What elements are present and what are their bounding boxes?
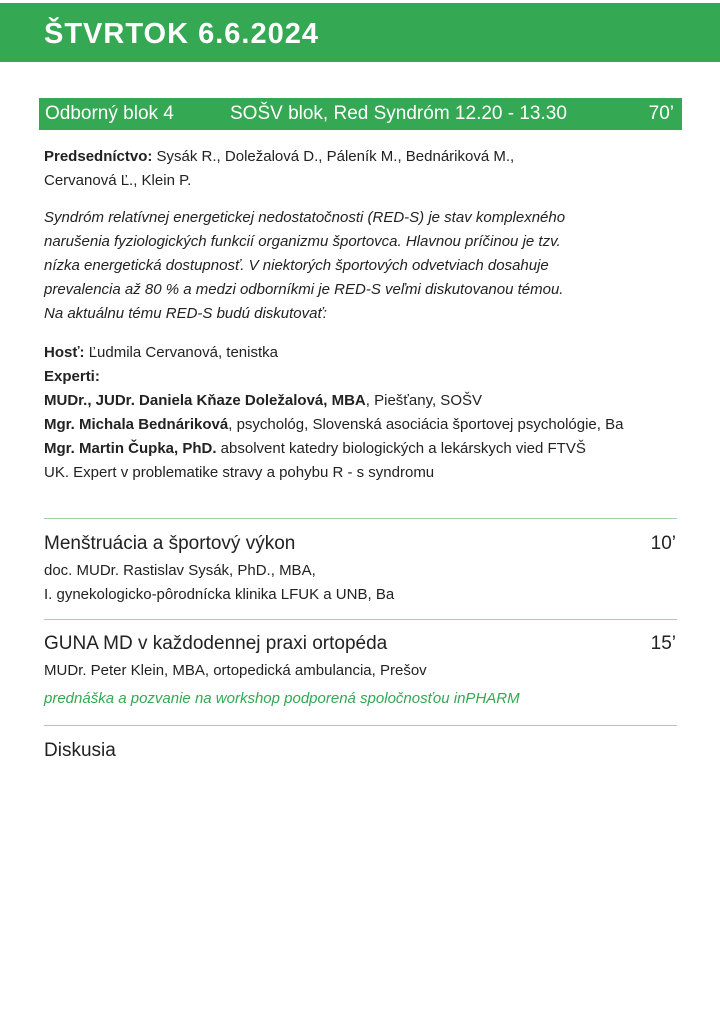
divider [44,725,677,726]
guest-text: Ľudmila Cervanová, tenistka [88,344,278,361]
intro-line: Na aktuálnu tému RED-S budú diskutovať: [44,305,327,322]
chair-line2: Cervanová Ľ., Klein P. [44,172,192,189]
experts-label: Experti: [44,368,100,385]
chair-line1: Sysák R., Doležalová D., Páleník M., Bednáriková M., [156,148,515,165]
talk-affiliation: I. gynekologicko-pôrodnícka klinika LFUK a UNB, Ba [44,586,395,603]
talk-details [44,559,684,607]
expert-name: Mgr. Michala Bednáriková [44,416,229,433]
day-title: ŠTVRTOK 6.6.2024 [44,18,319,50]
block-duration: 70’ [648,103,674,124]
talk-duration: 15’ [650,633,676,654]
expert-desc: absolvent katedry biologických a lekárskych vied FTVŠ [216,440,586,457]
intro-line: Syndróm relatívnej energetickej nedostatočnosti (RED-S) je stav komplexného [44,209,566,226]
divider [44,619,677,620]
expert-item [44,413,680,437]
discussion-title: Diskusia [44,740,116,761]
guest-label: Hosť: [44,344,85,361]
chair-label: Predsedníctvo: [44,148,153,165]
block-name: Odborný blok 4 [45,103,174,124]
talk-speaker: MUDr. Peter Klein, MBA, ortopedická ambulancia, Prešov [44,662,427,679]
divider [44,518,677,519]
talk-title: GUNA MD v každodennej praxi ortopéda [44,633,388,654]
talk-duration: 10’ [650,533,676,554]
chair-section [44,145,680,193]
day-header [0,3,720,62]
intro-line: narušenia fyziologických funkcií organizmu športovca. Hlavnou príčinou je tzv. [44,233,561,250]
talk-title: Menštruácia a športový výkon [44,533,296,554]
expert-continuation: UK. Expert v problematike stravy a pohybu R - s syndromu [44,464,435,481]
sponsor-note: prednáška a pozvanie na workshop podporená spoločnosťou inPHARM [44,690,520,707]
expert-desc: , Piešťany, SOŠV [365,392,482,409]
intro-line: prevalencia až 80 % a medzi odborníkmi je RED-S veľmi diskutovanou témou. [44,281,564,298]
session-block-bar [39,98,682,130]
talk-speaker: doc. MUDr. Rastislav Sysák, PhD., MBA, [44,562,316,579]
intro-line: nízka energetická dostupnosť. V niektorých športových odvetviach dosahuje [44,257,549,274]
intro-text [44,206,680,326]
expert-item [44,437,680,461]
expert-desc: , psychológ, Slovenská asociácia športovej psychológie, Ba [228,416,624,433]
expert-item [44,389,680,413]
block-title: SOŠV blok, Red Syndróm 12.20 - 13.30 [230,103,567,124]
talk-details [44,659,684,711]
panel-section [44,341,680,485]
expert-name: Mgr. Martin Čupka, PhD. [44,440,217,457]
expert-name: MUDr., JUDr. Daniela Kňaze Doležalová, MBA [44,392,366,409]
